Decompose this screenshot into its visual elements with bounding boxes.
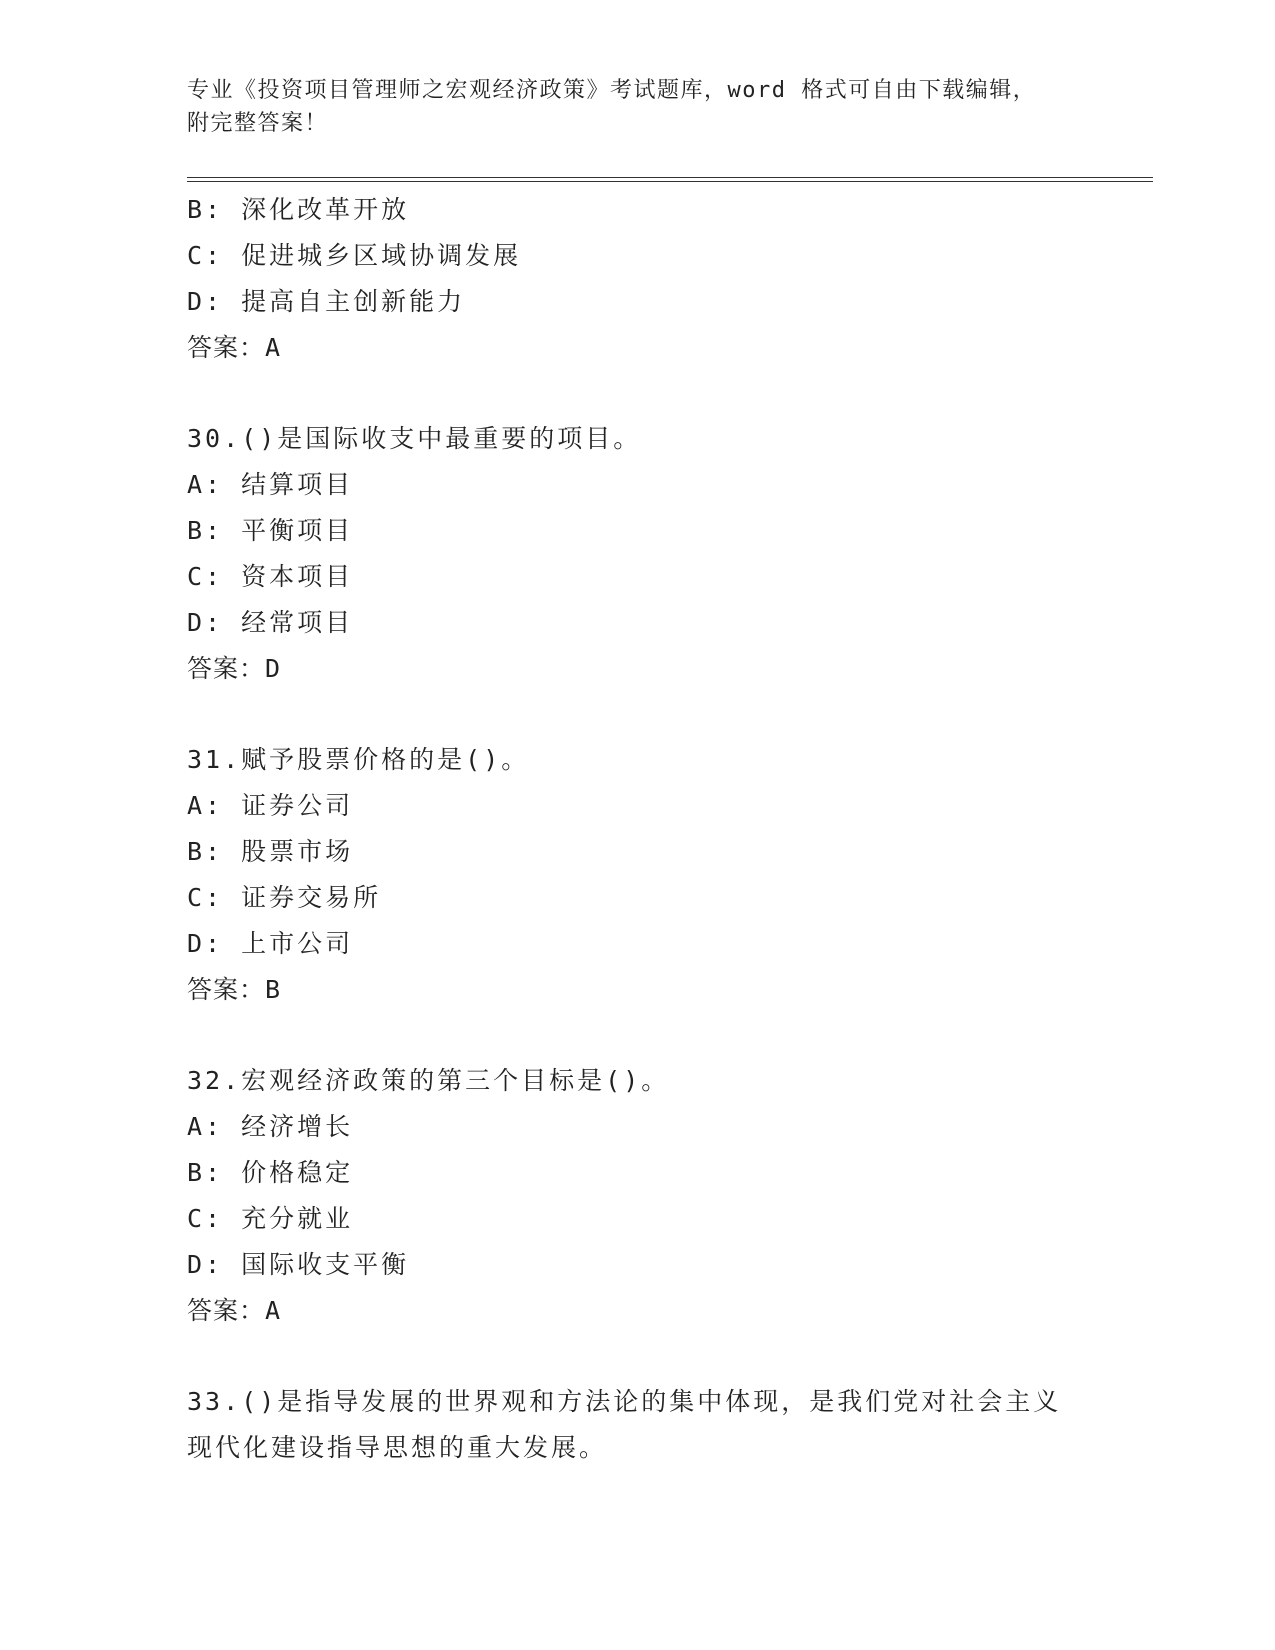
question-stem: 31.赋予股票价格的是()。	[187, 745, 530, 774]
header-line-2: 附完整答案！	[187, 111, 329, 136]
option-c: C: 资本项目	[187, 562, 354, 591]
option-a: A: 经济增长	[187, 1112, 354, 1141]
answer-line: 答案：A	[187, 333, 282, 362]
question-stem: 32.宏观经济政策的第三个目标是()。	[187, 1066, 670, 1095]
option-c: C: 充分就业	[187, 1204, 354, 1233]
option-b: B: 深化改革开放	[187, 195, 410, 224]
question-block-33	[187, 1379, 1087, 1471]
option-b: B: 平衡项目	[187, 516, 354, 545]
option-c: C: 促进城乡区域协调发展	[187, 241, 522, 270]
option-a: A: 证券公司	[187, 791, 354, 820]
question-block-30	[187, 416, 1087, 692]
option-a: A: 结算项目	[187, 470, 354, 499]
document-header	[187, 74, 1087, 140]
question-list	[187, 187, 1087, 1471]
answer-line: 答案：A	[187, 1296, 282, 1325]
option-d: D: 提高自主创新能力	[187, 287, 466, 316]
option-d: D: 经常项目	[187, 608, 354, 637]
question-block-31	[187, 737, 1087, 1013]
option-d: D: 上市公司	[187, 929, 354, 958]
answer-line: 答案：D	[187, 654, 282, 683]
question-stem: 30.()是国际收支中最重要的项目。	[187, 424, 642, 453]
question-stem-line-2: 现代化建设指导思想的重大发展。	[187, 1433, 608, 1462]
option-b: B: 股票市场	[187, 837, 354, 866]
option-b: B: 价格稳定	[187, 1158, 354, 1187]
option-d: D: 国际收支平衡	[187, 1250, 410, 1279]
header-line-1: 专业《投资项目管理师之宏观经济政策》考试题库，word 格式可自由下载编辑，	[187, 78, 1037, 103]
question-stem-line-1: 33.()是指导发展的世界观和方法论的集中体现，是我们党对社会主义	[187, 1387, 1062, 1416]
option-c: C: 证券交易所	[187, 883, 382, 912]
answer-line: 答案：B	[187, 975, 282, 1004]
question-block-32	[187, 1058, 1087, 1334]
question-block-29	[187, 187, 1087, 371]
header-divider	[187, 177, 1153, 182]
